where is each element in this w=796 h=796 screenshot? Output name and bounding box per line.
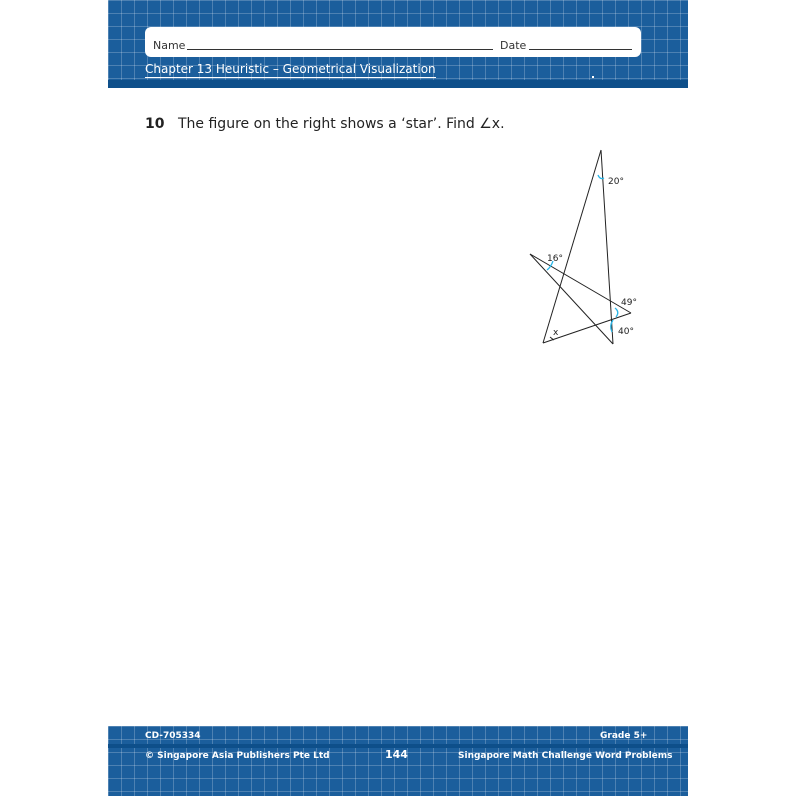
date-label: Date	[500, 39, 527, 52]
question-number: 10	[145, 116, 165, 132]
question-text: The figure on the right shows a ‘star’. Find ∠x.	[178, 116, 505, 132]
name-field-line	[187, 49, 493, 50]
page-number: 144	[385, 748, 408, 761]
star-edge-left-to-bottomright	[530, 254, 613, 344]
angle-arc-right-upper	[615, 308, 618, 317]
footer-band	[108, 726, 688, 796]
angle-label-x: x	[553, 328, 559, 338]
grade-label: Grade 5+	[600, 731, 648, 741]
chapter-title: Chapter 13 Heuristic – Geometrical Visualization	[145, 62, 436, 76]
angle-label-right-lower: 40°	[618, 327, 634, 337]
book-title: Singapore Math Challenge Word Problems	[458, 751, 673, 761]
star-figure	[520, 140, 650, 355]
name-date-box	[145, 27, 641, 57]
angle-label-right-upper: 49°	[621, 298, 637, 308]
product-code: CD-705334	[145, 731, 201, 741]
copyright-text: © Singapore Asia Publishers Pte Ltd	[145, 751, 330, 761]
header-divider	[108, 80, 688, 88]
name-label: Name	[153, 39, 186, 52]
header-dot	[592, 76, 594, 78]
question	[145, 116, 505, 132]
angle-label-left: 16°	[547, 254, 563, 264]
date-field-line	[529, 49, 632, 50]
star-edge-left-to-right	[530, 254, 631, 313]
angle-label-top: 20°	[608, 177, 624, 187]
header-band	[108, 0, 688, 88]
star-edge-top-to-bottomleft	[543, 150, 601, 343]
